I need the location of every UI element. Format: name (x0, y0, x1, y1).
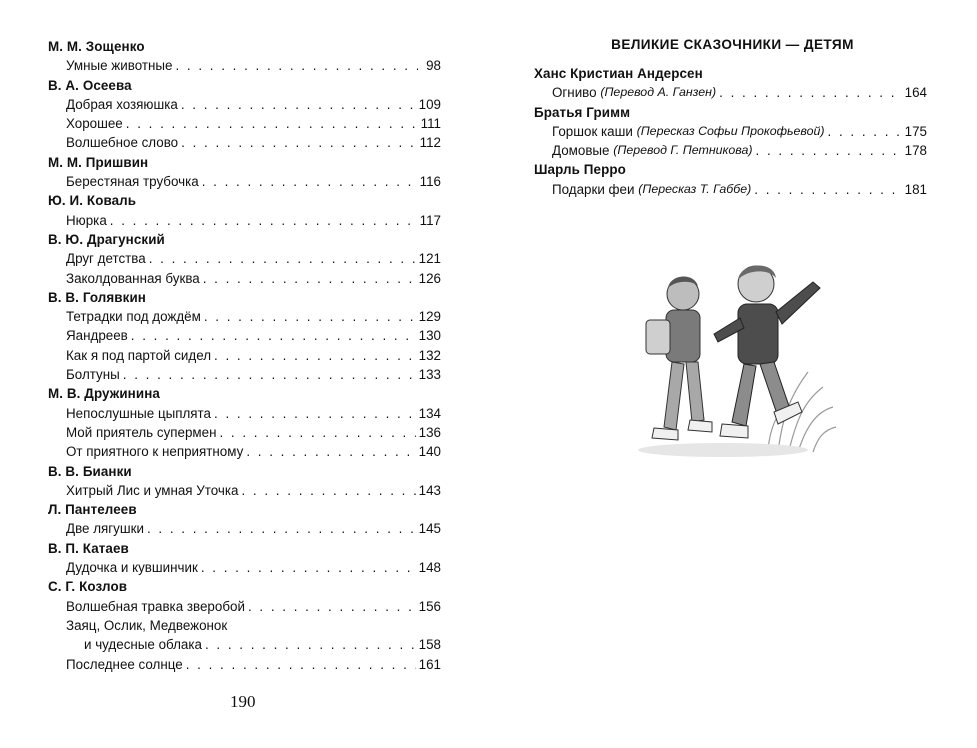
toc-entry (48, 481, 441, 500)
section-title: ВЕЛИКИЕ СКАЗОЧНИКИ — ДЕТЯМ (611, 37, 854, 52)
toc-author: В. Ю. Драгунский (48, 231, 165, 247)
dot-leader (719, 83, 902, 102)
toc-author: Л. Пантелеев (48, 502, 137, 518)
toc-entry-title: Волшебная травка зверобой (66, 598, 245, 614)
toc-page-number: 121 (418, 251, 441, 267)
dot-leader (126, 114, 418, 133)
toc-author: Братья Гримм (534, 104, 631, 120)
toc-entry-line (66, 635, 441, 654)
toc-entry-title: Добрая хозяюшка (66, 96, 178, 112)
toc-page-number: 140 (418, 444, 441, 460)
two-boys-walking-illustration (628, 262, 838, 462)
toc-entry-title: Болтуны (66, 367, 120, 383)
left-table-of-contents (48, 37, 441, 674)
toc-page-number: 143 (418, 482, 441, 498)
toc-entry (48, 56, 441, 75)
toc-entry (534, 141, 927, 160)
toc-page-number: 130 (418, 328, 441, 344)
toc-entry-title: Подарки феи (552, 181, 635, 197)
toc-author: Ханс Кристиан Андерсен (534, 66, 703, 81)
toc-page-number: 178 (904, 143, 927, 159)
toc-entry-title: Берестяная трубочка (66, 174, 199, 190)
toc-page-number: 175 (904, 123, 927, 139)
toc-entry (48, 423, 441, 442)
dot-leader (248, 597, 416, 616)
toc-page-number: 112 (419, 135, 441, 151)
dot-leader (201, 558, 416, 577)
toc-page-number: 133 (418, 367, 441, 383)
toc-entry-note: (Перевод Г. Петникова) (613, 143, 753, 158)
dot-leader (241, 481, 415, 500)
toc-entry-title: Друг детства (66, 251, 146, 267)
dot-leader (204, 307, 416, 326)
toc-entry-title: Заяц, Ослик, Медвежонок (66, 617, 228, 633)
dot-leader (181, 95, 416, 114)
toc-entry (48, 114, 441, 133)
toc-entry-title: Хорошее (66, 116, 123, 132)
toc-entry (48, 655, 441, 674)
right-table-of-contents (534, 64, 927, 199)
toc-page-number: 164 (904, 85, 927, 101)
toc-page-number: 132 (418, 347, 441, 363)
toc-entry-title: Хитрый Лис и умная Уточка (66, 482, 239, 498)
toc-author: Ю. И. Коваль (48, 193, 137, 209)
toc-entry-title: От приятного к неприятному (66, 444, 244, 460)
toc-page-number: 117 (419, 212, 441, 228)
toc-entry-title: Тетрадки под дождём (66, 309, 201, 325)
toc-entry (48, 616, 441, 655)
toc-entry-title: Мой приятель супермен (66, 424, 217, 440)
dot-leader (205, 635, 416, 654)
toc-author: М. М. Пришвин (48, 154, 149, 170)
toc-page-number: 158 (418, 637, 441, 653)
toc-author: М. В. Дружинина (48, 386, 160, 402)
toc-entry (48, 404, 441, 423)
page-number: 190 (230, 692, 256, 711)
toc-entry (48, 365, 441, 384)
toc-author: В. В. Голявкин (48, 289, 146, 305)
toc-entry-note: (Перевод А. Ганзен) (600, 85, 717, 100)
dot-leader (756, 141, 902, 160)
toc-entry (48, 133, 441, 152)
toc-entry (48, 269, 441, 288)
toc-author: В. В. Бианки (48, 463, 132, 479)
toc-entry-note: (Пересказ Т. Габбе) (638, 181, 752, 196)
dot-leader (219, 423, 415, 442)
toc-author: М. М. Зощенко (48, 39, 145, 54)
toc-page-number: 126 (418, 270, 441, 286)
dot-leader (149, 249, 416, 268)
toc-author: Шарль Перро (534, 162, 626, 178)
dot-leader (754, 180, 901, 199)
dot-leader (828, 122, 902, 141)
dot-leader (203, 269, 416, 288)
toc-entry (48, 442, 441, 461)
toc-entry (48, 597, 441, 616)
dot-leader (181, 133, 417, 152)
toc-author: В. П. Катаев (48, 540, 129, 556)
toc-entry-title: Две лягушки (66, 521, 144, 537)
toc-page-number: 98 (426, 58, 441, 74)
toc-entry (48, 307, 441, 326)
dot-leader (214, 404, 416, 423)
toc-page-number: 148 (418, 560, 441, 576)
toc-entry (48, 326, 441, 345)
toc-entry-title: Нюрка (66, 212, 107, 228)
toc-page-number: 111 (420, 116, 441, 132)
toc-page-number: 145 (418, 521, 441, 537)
dot-leader (131, 326, 416, 345)
toc-page-number: 116 (419, 174, 441, 190)
toc-entry-title: Последнее солнце (66, 656, 183, 672)
toc-entry-title: Горшок каши (552, 123, 633, 139)
toc-page-number: 156 (418, 598, 441, 614)
toc-entry-title: Домовые (552, 143, 610, 159)
toc-author: С. Г. Козлов (48, 579, 128, 595)
toc-entry-title: Яандреев (66, 328, 128, 344)
toc-author: В. А. Осеева (48, 77, 132, 93)
toc-page-number: 181 (904, 181, 927, 197)
dot-leader (175, 56, 418, 75)
toc-entry (48, 211, 441, 230)
dot-leader (110, 211, 417, 230)
toc-entry-title: Огниво (552, 85, 597, 101)
toc-page-number: 161 (418, 656, 441, 672)
toc-page-number: 129 (418, 309, 441, 325)
dot-leader (202, 172, 417, 191)
toc-entry (48, 558, 441, 577)
dot-leader (147, 519, 416, 538)
toc-entry-title-continued: и чудесные облака (84, 637, 202, 653)
dot-leader (123, 365, 416, 384)
toc-entry (48, 95, 441, 114)
left-page (0, 0, 488, 748)
toc-page-number: 109 (418, 96, 441, 112)
dot-leader (246, 442, 415, 461)
toc-entry (48, 519, 441, 538)
toc-entry (534, 83, 927, 102)
toc-entry (48, 172, 441, 191)
toc-entry (534, 180, 927, 199)
toc-entry-title: Заколдованная буква (66, 270, 200, 286)
toc-entry-note: (Пересказ Софьи Прокофьевой) (636, 123, 825, 138)
toc-entry-title: Как я под партой сидел (66, 347, 212, 363)
toc-page-number: 136 (418, 424, 441, 440)
toc-entry-title: Дудочка и кувшинчик (66, 560, 198, 576)
toc-entry (48, 249, 441, 268)
toc-page-number: 134 (418, 405, 441, 421)
dot-leader (186, 655, 416, 674)
toc-entry-title: Волшебное слово (66, 135, 179, 151)
toc-entry (48, 346, 441, 365)
toc-entry-title: Умные животные (66, 58, 173, 74)
dot-leader (214, 346, 416, 365)
right-page (488, 0, 977, 748)
toc-entry-title: Непослушные цыплята (66, 405, 211, 421)
toc-entry (534, 122, 927, 141)
